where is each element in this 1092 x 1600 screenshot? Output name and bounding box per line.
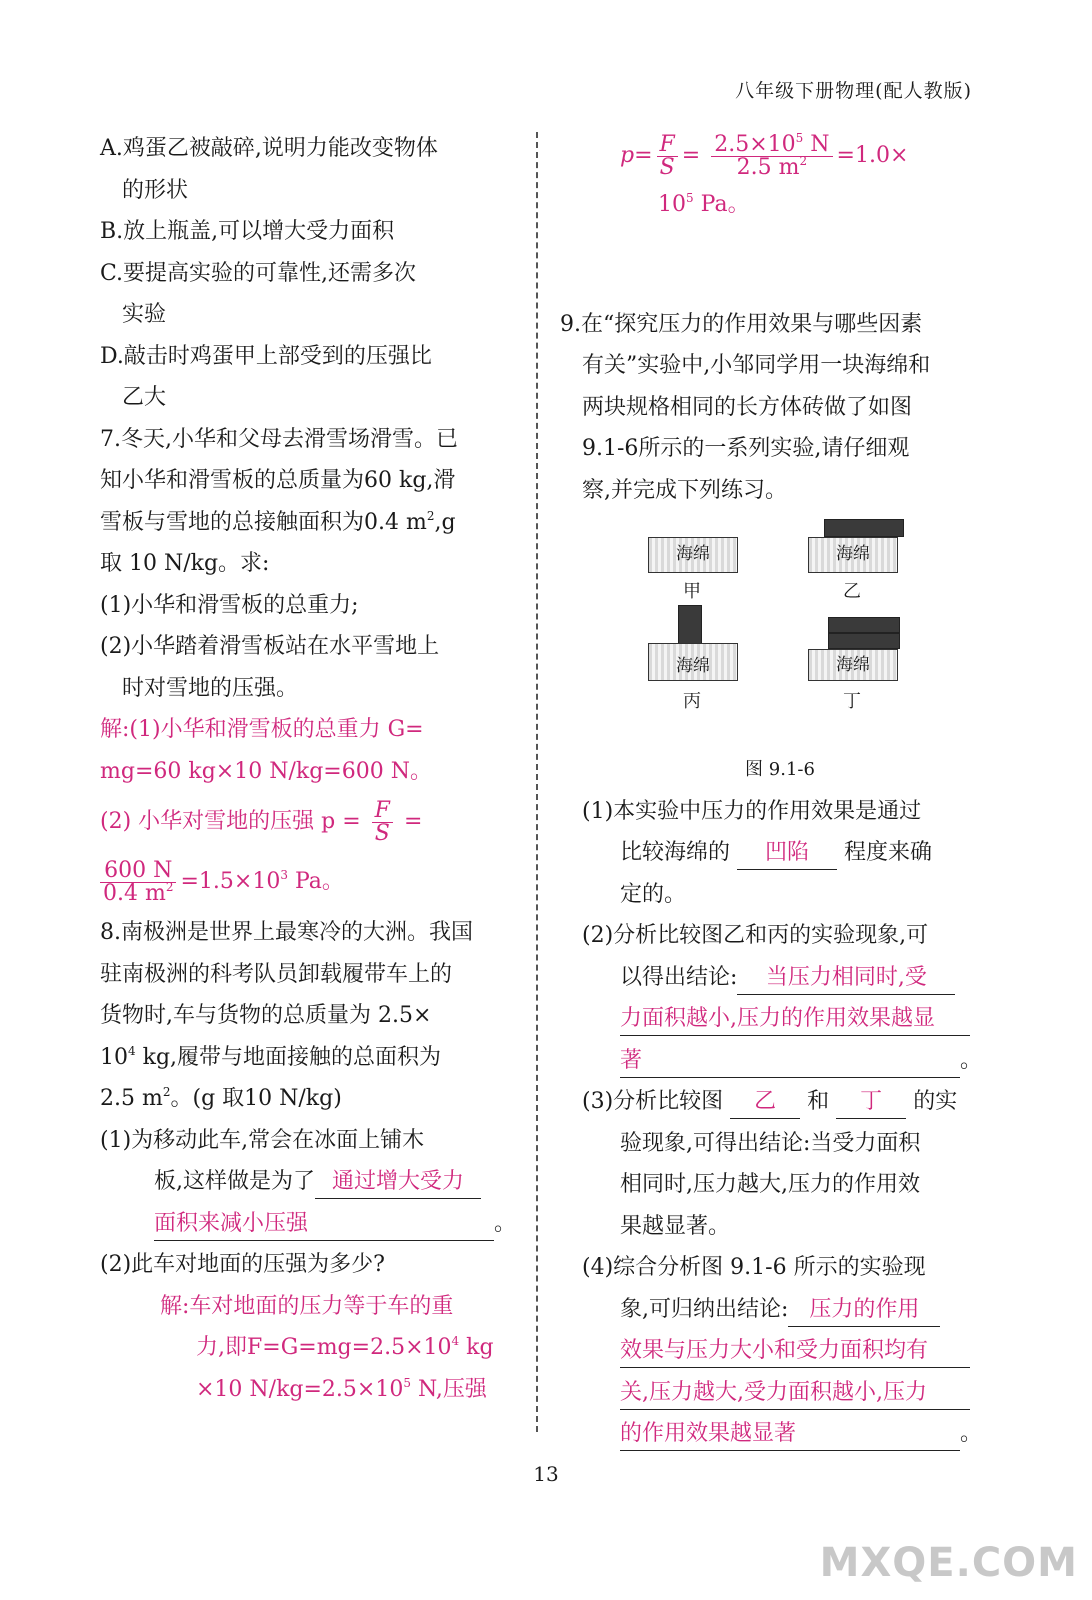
q7-line3: 雪板与雪地的总接触面积为0.4 $m^2,g$ <box>100 508 456 535</box>
q8-line3: 货物时,车与货物的总质量为 2.5× <box>100 1003 432 1028</box>
brick-ding-top <box>828 617 900 633</box>
q9-part4-answer-2: 效果与压力大小和受力面积均有 <box>620 1335 970 1368</box>
sponge-yi: 海绵 <box>808 537 898 573</box>
right-column <box>560 128 983 1455</box>
q8-part1-line2: 板,这样做是为了 通过增大受力 <box>100 1161 515 1203</box>
figure-caption: 图 9.1-6 <box>745 759 815 780</box>
column-divider <box>536 132 538 1432</box>
q9-part2-answer-3: 著 <box>620 1045 960 1078</box>
q8-part2: (2)此车对地面的压强为多少? <box>100 1252 385 1277</box>
q9-part1-line2: 比较海绵的 凹陷 程度来确 <box>560 832 980 874</box>
q9-part4-line5: 的作用效果越显著 。 <box>560 1413 980 1455</box>
q9-part1-answer: 凹陷 <box>737 837 837 870</box>
q7-part2-line1: (2)小华踏着滑雪板站在水平雪地上 <box>100 634 440 659</box>
q9-line3: 两块规格相同的长方体砖做了如图 <box>582 394 913 420</box>
q8-solution-line3: ×10 $N/kg=2.5\times 10^5$ N,压强 <box>196 1375 487 1402</box>
label-ding: 丁 <box>843 691 861 712</box>
q6-option-c-line1: C.要提高实验的可靠性,还需多次 <box>100 260 417 286</box>
q9-part4-answer-3: 关,压力越大,受力面积越小,压力 <box>620 1377 970 1410</box>
q6-option-a-line1: A.鸡蛋乙被敲碎,说明力能改变物体 <box>100 136 438 161</box>
q8-part1-answer-1: 通过增大受力 <box>315 1166 481 1199</box>
q9-line1: 9.在“探究压力的作用效果与哪些因素 <box>560 311 923 337</box>
q9-part3-line2: 验现象,可得出结论:当受力面积 <box>620 1130 921 1156</box>
q6-option-a-line2: 的形状 <box>122 177 189 203</box>
figure-9-1-6 <box>648 519 928 749</box>
q8-line5: 2.5 $m^2$。(g 取10 N/kg) <box>100 1085 342 1111</box>
q9-part4-line4 <box>560 1372 980 1414</box>
sponge-ding: 海绵 <box>808 649 898 681</box>
q7-line2: 知小华和滑雪板的总质量为60 kg,滑 <box>100 468 456 493</box>
q9-part3-answer-2: 丁 <box>836 1086 906 1119</box>
q6-option-d-line2: 乙大 <box>122 385 167 410</box>
q9-part2-line3 <box>560 998 980 1040</box>
label-bing: 丙 <box>683 691 701 712</box>
q9-part1-line3: 定的。 <box>620 881 687 907</box>
q8-line2: 驻南极洲的科考队员卸载履带车上的 <box>100 961 453 987</box>
q7-part2-line2: 时对雪地的压强。 <box>122 675 299 701</box>
q9-part4-line2: 象,可归纳出结论: 压力的作用 <box>560 1289 980 1331</box>
q8-part1-line3: 面积来减小压强 。 <box>100 1203 515 1245</box>
label-yi: 乙 <box>843 581 861 602</box>
q6-option-d-line1: D.敲击时鸡蛋甲上部受到的压强比 <box>100 343 432 369</box>
q9-part1-line1: (1)本实验中压力的作用效果是通过 <box>582 798 922 824</box>
q9-part4-line1: (4)综合分析图 9.1-6 所示的实验现 <box>582 1255 926 1280</box>
q9-part3-line3: 相同时,压力越大,压力的作用效 <box>620 1172 920 1197</box>
label-jia: 甲 <box>683 581 701 602</box>
q9-part4-answer-4: 的作用效果越显著 <box>620 1418 960 1451</box>
q7-part1: (1)小华和滑雪板的总重力; <box>100 592 359 618</box>
q8-line1: 8.南极洲是世界上最寒冷的大洲。我国 <box>100 920 473 945</box>
q8-solution-continued-line1: p= $\frac{F}{S}$ = $\frac{2.5\times 10^5 N}{2.5 m^2}$ =1.0× <box>620 130 909 180</box>
brick-yi <box>824 519 904 537</box>
q9-part2-line4: 著 。 <box>560 1040 980 1082</box>
brick-ding-bottom <box>828 633 900 649</box>
q9-part2-answer-2: 力面积越小,压力的作用效果越显 <box>620 1003 970 1036</box>
q9-part3-line4: 果越显著。 <box>620 1213 731 1239</box>
q6-option-c-line2: 实验 <box>122 302 167 327</box>
header-title: 八年级下册物理(配人教版) <box>735 80 972 102</box>
q7-solution-line2: mg=60 kg×10 N/kg=600 N。 <box>100 758 432 784</box>
q9-part2-line2: 以得出结论: 当压力相同时,受 <box>560 957 980 999</box>
q9-part2-answer-1: 当压力相同时,受 <box>737 962 955 995</box>
q8-part1-line1: (1)为移动此车,常会在冰面上铺木 <box>100 1127 425 1153</box>
q7-solution-line4: $\frac{600 N}{0.4 m^2}$ $=1.5\times 10^3$ Pa。 <box>100 852 515 912</box>
sponge-bing: 海绵 <box>648 643 738 681</box>
q9-line2: 有关”实验中,小邹同学用一块海绵和 <box>582 353 931 378</box>
page-number: 13 <box>533 1462 559 1486</box>
watermark: MXQE.COM <box>819 1540 1078 1586</box>
left-column <box>100 128 515 1410</box>
q9-part4-answer-1: 压力的作用 <box>788 1294 940 1327</box>
q8-solution-line2: 力,即$F=G=mg=2.5\times 10^4$ kg <box>196 1334 494 1360</box>
q9-part2-line1: (2)分析比较图乙和丙的实验现象,可 <box>582 923 929 948</box>
sponge-jia: 海绵 <box>648 537 738 573</box>
q8-solution-line1: 解:车对地面的压力等于车的重 <box>160 1293 454 1319</box>
q8-part1-answer-2: 面积来减小压强 <box>154 1208 494 1241</box>
q9-part3-answer-1: 乙 <box>730 1086 800 1119</box>
q7-solution-line1: 解:(1)小华和滑雪板的总重力 G= <box>100 717 424 742</box>
q7-solution-line3: (2) 小华对雪地的压强 p = $\frac{F}{S}$ = <box>100 797 423 846</box>
q9-line5: 察,并完成下列练习。 <box>582 477 787 503</box>
q9-part3-line1: (3)分析比较图 乙 和 丁 的实 <box>560 1081 980 1123</box>
q9-part4-line3 <box>560 1330 980 1372</box>
q8-solution-continued-line2: $10^5$ Pa。 <box>658 191 750 217</box>
q7-line4: 取 10 N/kg。求: <box>100 551 270 576</box>
q6-option-b: B.放上瓶盖,可以增大受力面积 <box>100 219 395 244</box>
q9-line4: 9.1-6所示的一系列实验,请仔细观 <box>582 436 910 461</box>
q8-line4: $10^4$ kg,履带与地面接触的总面积为 <box>100 1043 442 1070</box>
q7-line1: 7.冬天,小华和父母去滑雪场滑雪。已 <box>100 426 458 452</box>
